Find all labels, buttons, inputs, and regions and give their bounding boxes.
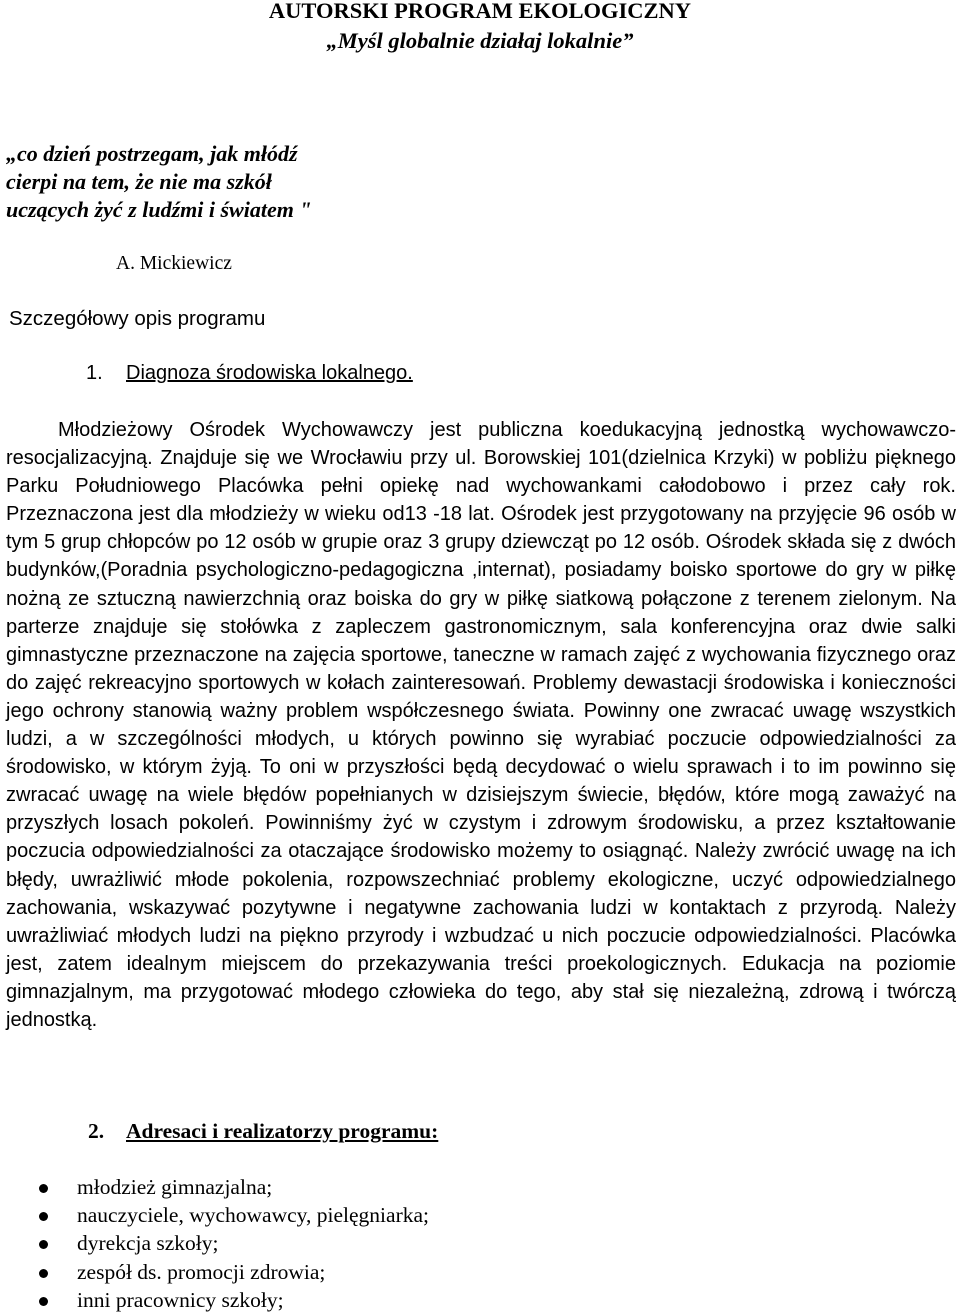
document-title: AUTORSKI PROGRAM EKOLOGICZNY	[268, 0, 692, 23]
section-1-number: 1.	[86, 362, 103, 384]
bullet-icon	[39, 1269, 48, 1278]
list-item: dyrekcja szkoły;	[0, 1229, 429, 1257]
list-item: zespół ds. promocji zdrowia;	[0, 1258, 429, 1286]
document-motto: „Myśl globalnie działaj lokalnie”	[326, 28, 634, 53]
epigraph-line: cierpi na tem, że nie ma szkół	[6, 169, 272, 194]
epigraph-line: „co dzień postrzegam, jak młódź	[6, 141, 298, 166]
section-1-heading: Diagnoza środowiska lokalnego.	[126, 362, 413, 384]
bullet-icon	[39, 1212, 48, 1221]
epigraph	[6, 140, 312, 224]
section-1-paragraph	[6, 416, 956, 1034]
bullet-icon	[39, 1184, 48, 1193]
epigraph-line: uczących żyć z ludźmi i światem "	[6, 197, 312, 222]
section-2-heading: Adresaci i realizatorzy programu:	[126, 1119, 439, 1143]
section-subtitle: Szczegółowy opis programu	[9, 307, 266, 330]
bullet-icon	[39, 1297, 48, 1306]
paragraph-text: Młodzieżowy Ośrodek Wychowawczy jest publiczna koedukacyjną jednostką wychowawczo- resocjalizacyjną. Znajduje się we Wrocławiu przy ul. Borowskiej 101(dzielnica Krzyki) w pobliżu pięknego Parku Południowego Placówka pełni opiekę nad wychowankami całodobowo i przez cały rok. Przeznaczona jest dla młodzieży w wieku od13 -18 lat. Ośrodek jest przygotowany na przyjęcie 96 osób w tym 5 grup chłopców po 12 osób w grupie oraz 3 grupy dziewcząt po 12 osób. Ośrodek składa się z dwóch budynków,(Poradnia psychologiczno-pedagogiczna ,internat), posiadamy boisko sportowe do gry w piłkę nożną ze sztuczną nawierzchnią oraz boiska do gry w piłkę siatkową połączone z terenem zielonym. Na parterze znajduje się stołówka z zapleczem gastronomicznym, sala konferencyjna oraz dwie salki gimnastyczne przeznaczone na zajęcia sportowe, taneczne w ramach zajęć z wychowania fizycznego oraz do zajęć rekreacyjno sportowych w kołach zainteresowań. Problemy dewastacji środowiska i konieczności jego ochrony stanowią ważny problem współczesnego świata. Powinny one zwracać uwagę wszystkich ludzi, a w szczególności młodych, u których powinno się wyrabiać poczucie odpowiedzialności za środowisko, w którym żyją. To oni w przyszłości będą decydować o wielu sprawach i to im powinno się zwracać uwagę na wiele błędów popełnianych w dzisiejszym świecie, błędów, które mogą zaważyć na przyszłych losach pokoleń. Powinniśmy żyć w czystym i zdrowym środowisku, a przez kształtowanie poczucia odpowiedzialności za otaczające środowisko możemy to osiągnąć. Należy zwrócić uwagę na ich błędy, uwrażliwić młode pokolenia, rozpowszechniać problemy ekologiczne, uczyć odpowiedzialnego zachowania, wskazywać pozytywne i negatywne zachowania ludzi w kontaktach z przyrodą. Należy uwrażliwiać młodych ludzi na piękno przyrody i wzbudzać u nich poczucie odpowiedzialności. Placówka jest, zatem idealnym miejscem do przekazywania treści proekologicznych. Edukacja na poziomie gimnazjalnym, ma przygotować młodego człowieka do tego, aby stał się niezależną, zdrową i twórczą jednostką.	[6, 419, 956, 1031]
section-1-header	[86, 359, 413, 387]
addressee-list	[0, 1173, 429, 1314]
bullet-icon	[39, 1240, 48, 1249]
list-item: inni pracownicy szkoły;	[0, 1286, 429, 1314]
section-2-number: 2.	[88, 1119, 105, 1143]
list-item: młodzież gimnazjalna;	[0, 1173, 429, 1201]
list-item: nauczyciele, wychowawcy, pielęgniarka;	[0, 1201, 429, 1229]
section-2-header	[88, 1117, 438, 1145]
epigraph-author: A. Mickiewicz	[116, 253, 232, 274]
